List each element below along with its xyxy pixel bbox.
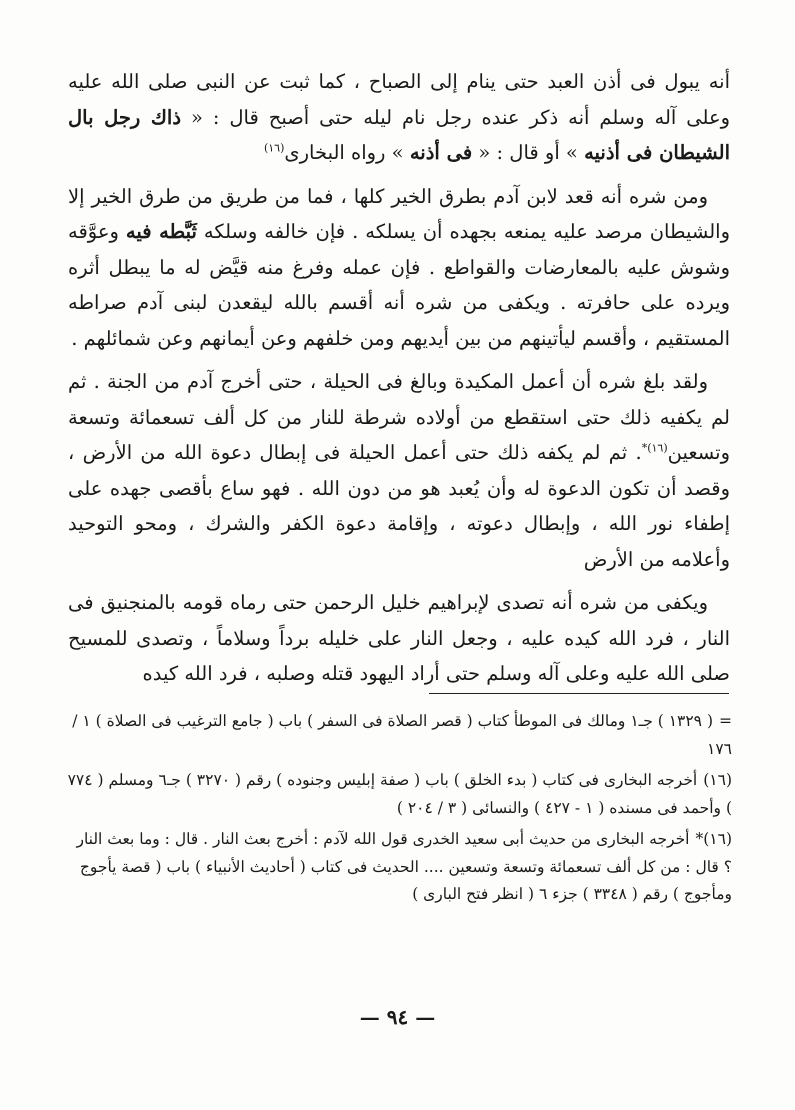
emphasized-word: ثَبَّطه فيه <box>125 220 197 243</box>
footnotes <box>66 708 732 913</box>
footnote-text: أخرجه البخارى فى كتاب ( بدء الخلق ) باب ( صفة إبليس وجنوده ) رقم ( ٣٢٧٠ ) جـ٦ ومسلم ( ٧٧٤ ) وأحمد فى مسنده ( ١ - ٤٢٧ ) والنسائى ( ٣ / ٢٠٤ ) <box>67 771 732 817</box>
paragraph-2 <box>68 179 730 357</box>
paragraph-2-text-2: وعوَّقه وشوش عليه بالمعارضات والقواطع . فإن عمله وفرغ منه قيَّض له ما يبطل أثره ويرده على حافرته . ويكفى من شره أنه أقسم بالله ليقعدن لبنى آدم صراطه المستقيم ، وأقسم ليأتينهم من بين أيديهم ومن خلفهم وعن أيمانهم وعن شمائلهم . <box>68 220 730 350</box>
main-text <box>68 64 730 700</box>
footnote-item <box>66 767 732 822</box>
footnote-mark: (١٦)* <box>695 830 732 848</box>
paragraph-1-text: أنه يبول فى أذن العبد حتى ينام إلى الصباح ، كما ثبت عن النبى صلى الله عليه وعلى آله وسلم أنه ذكر عنده رجل نام ليله حتى أصبح قال : « <box>68 70 731 129</box>
footnote-item <box>66 708 732 763</box>
paragraph-3 <box>68 364 730 577</box>
footnote-item <box>66 826 732 909</box>
paragraph-2-text: ومن شره أنه قعد لابن آدم بطرق الخير كلها ، فما من طريق من طرق الخير إلا والشيطان مرصد عليه يمنعه بجهده أن يسلكه . فإن خالفه وسلكه <box>68 184 731 243</box>
paragraph-4: ويكفى من شره أنه تصدى لإبراهيم خليل الرحمن حتى رماه قومه بالمنجنيق فى النار ، فرد الله كيده عليه ، وجعل النار على خليله برداً وسلاماً ، وتصدى للمسيح صلى الله عليه وعلى آله وسلم حتى أراد اليهود قتله وصلبه ، فرد الله كيده <box>68 591 730 685</box>
footnote-ref-16[interactable]: (١٦) <box>263 141 285 155</box>
paragraph-1-text-3: » رواه البخارى <box>284 141 404 164</box>
footnote-mark: = <box>719 712 732 730</box>
paragraph-3-text: ولقد بلغ شره أن أعمل المكيدة وبالغ فى الحيلة ، حتى أخرج آدم من الجنة . ثم لم يكفيه ذلك حتى استقطع من أولاده شرطة للنار من كل ألف تسعمائة وتسعة وتسعين <box>68 370 730 464</box>
hadith-quote-bold-2: فى أذنه <box>409 141 473 164</box>
paragraph-3-text-2: . ثم لم يكفه ذلك حتى أعمل الحيلة فى إبطال دعوة الله من الأرض ، وقصد أن تكون الدعوة له وأن يُعبد هو من دون الله . فهو ساع بأقصى جهده على إطفاء نور الله ، وإبطال دعوته ، وإقامة دعوة الكفر والشرك ، ومحو التوحيد وأعلامه من الأرض <box>68 441 730 571</box>
footnote-text: ( ١٣٢٩ ) جـ١ ومالك فى الموطأ كتاب ( قصر الصلاة فى السفر ) باب ( جامع الترغيب فى الصلاة ) ١ / ١٧٦ <box>72 712 732 758</box>
footnote-separator <box>429 693 729 694</box>
paragraph-1 <box>68 64 730 171</box>
page-number: — ٩٤ — <box>359 1005 436 1029</box>
paragraph-1-text-2: » أو قال : « <box>478 141 578 164</box>
footnote-ref-16-star[interactable]: (١٦)* <box>641 441 668 455</box>
footnote-mark: (١٦) <box>703 771 732 789</box>
footnote-text: أخرجه البخارى من حديث أبى سعيد الخدرى قول الله لآدم : أخرج بعث النار . قال : وما بعث النار ؟ قال : من كل ألف تسعمائة وتسعة وتسعين .... الحديث فى كتاب ( أحاديث الأنبياء ) باب ( قصة يأجوج ومأجوج ) رقم ( ٣٣٤٨ ) جزء ٦ ( انظر فتح البارى ) <box>76 830 732 903</box>
hadith-quote-bold: ذاك رجل بال الشيطان فى أذنيه <box>68 105 730 164</box>
